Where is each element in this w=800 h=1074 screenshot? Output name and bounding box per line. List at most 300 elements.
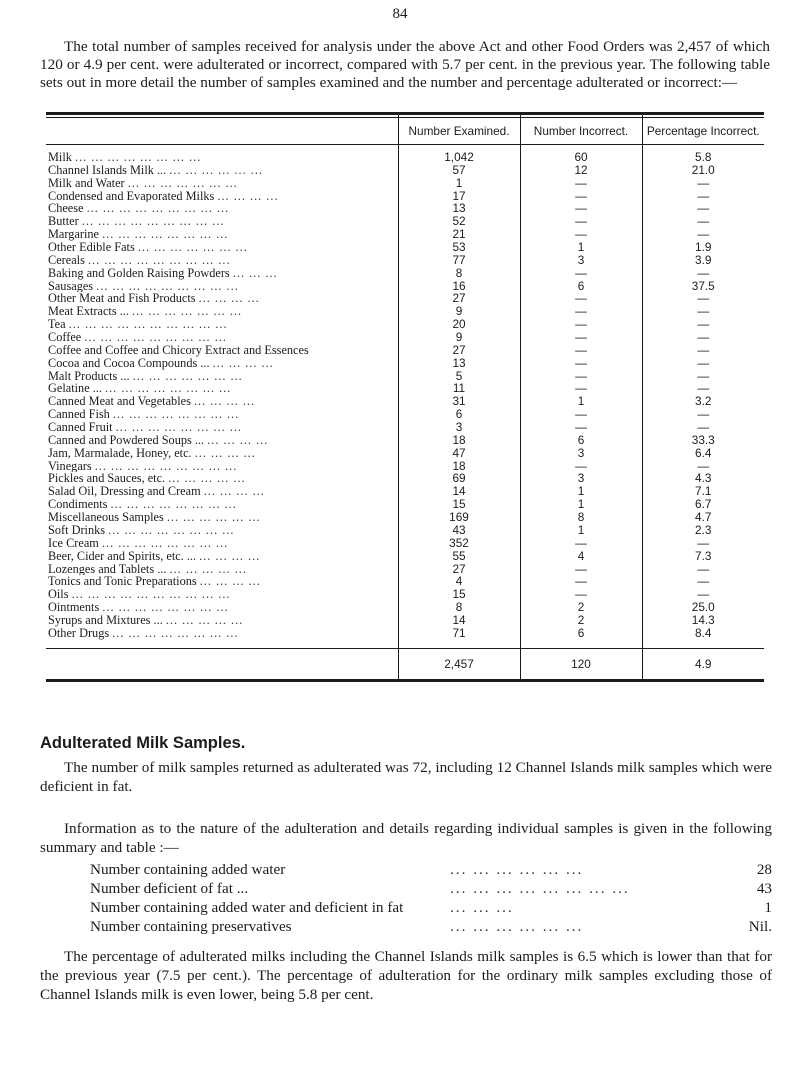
- row-product-name: [46, 190, 398, 203]
- dot-leader: ... ... ... ...: [198, 292, 260, 306]
- cell-percentage: 21.0: [642, 164, 764, 177]
- row-product-name: [46, 614, 398, 627]
- cell-incorrect: —: [520, 215, 642, 228]
- cell-incorrect: 3: [520, 447, 642, 460]
- dot-leader: ... ... ... ... ... ... ...: [127, 176, 238, 190]
- page-number: 84: [392, 6, 408, 22]
- dot-leader: ... ... ... ... ... ... ... ...: [102, 601, 229, 614]
- cell-percentage: 3.9: [642, 254, 764, 267]
- cell-percentage: —: [642, 215, 764, 228]
- table-row: [46, 588, 764, 601]
- dot-leader: ... ... ...: [232, 266, 278, 280]
- table-body: [46, 145, 764, 649]
- product-label: Condiments: [48, 498, 108, 512]
- cell-percentage: 37.5: [642, 280, 764, 293]
- cell-incorrect: —: [520, 537, 642, 550]
- row-product-name: [46, 215, 398, 228]
- cell-percentage: 14.3: [642, 614, 764, 627]
- cell-incorrect: 1: [520, 485, 642, 498]
- cell-percentage: 6.7: [642, 498, 764, 511]
- product-label: Margarine: [48, 228, 99, 242]
- product-label: Lozenges and Tablets ...: [48, 562, 167, 576]
- cell-incorrect: 6: [520, 434, 642, 447]
- totals-label: [46, 648, 398, 680]
- product-label: Baking and Golden Raising Powders: [48, 266, 230, 280]
- cell-percentage: 4.3: [642, 472, 764, 485]
- product-label: Miscellaneous Samples: [48, 511, 164, 524]
- row-product-name: [46, 588, 398, 601]
- summary-item: [90, 860, 772, 879]
- cell-incorrect: —: [520, 408, 642, 421]
- cell-examined: 13: [398, 202, 520, 215]
- row-product-name: [46, 498, 398, 511]
- cell-examined: 53: [398, 241, 520, 254]
- cell-percentage: —: [642, 370, 764, 383]
- cell-percentage: —: [642, 344, 764, 357]
- cell-incorrect: —: [520, 421, 642, 434]
- product-label: Channel Islands Milk ...: [48, 163, 167, 177]
- dot-leader: ... ... ... ... ... ... ... ...: [112, 626, 239, 640]
- cell-examined: 3: [398, 421, 520, 434]
- cell-examined: 8: [398, 601, 520, 614]
- cell-percentage: 3.2: [642, 395, 764, 408]
- totals-row: [46, 648, 764, 680]
- product-label: Cereals: [48, 253, 85, 267]
- cell-incorrect: 1: [520, 524, 642, 537]
- cell-incorrect: —: [520, 382, 642, 395]
- product-label: Vinegars: [48, 459, 92, 473]
- cell-percentage: —: [642, 318, 764, 331]
- cell-incorrect: 3: [520, 472, 642, 485]
- cell-percentage: —: [642, 305, 764, 318]
- product-label: Cocoa and Cocoa Compounds ...: [48, 356, 210, 370]
- summary-item: [90, 879, 772, 898]
- row-product-name: [46, 305, 398, 318]
- row-product-name: [46, 164, 398, 177]
- row-product-name: [46, 318, 398, 331]
- cell-percentage: 7.3: [642, 550, 764, 563]
- dot-leader: ... ... ... ...: [212, 356, 274, 370]
- cell-examined: 14: [398, 485, 520, 498]
- table-row: [46, 305, 764, 318]
- row-product-name: [46, 460, 398, 473]
- cell-percentage: —: [642, 292, 764, 305]
- cell-percentage: —: [642, 357, 764, 370]
- table-row: [46, 357, 764, 370]
- cell-examined: 13: [398, 357, 520, 370]
- dot-leader: ... ... ... ... ... ... ... ...: [115, 421, 242, 434]
- dot-leader: ... ... ... ... ... ... ... ...: [110, 498, 237, 512]
- product-label: Jam, Marmalade, Honey, etc.: [48, 446, 192, 460]
- table-header-row: [46, 118, 764, 145]
- cell-percentage: 1.9: [642, 241, 764, 254]
- samples-table-container: [46, 112, 764, 682]
- table-row: [46, 447, 764, 460]
- table-row: [46, 370, 764, 383]
- dot-leader: ... ... ... ... ...: [169, 562, 247, 576]
- cell-incorrect: 6: [520, 627, 642, 648]
- row-product-name: [46, 331, 398, 344]
- cell-incorrect: —: [520, 563, 642, 576]
- cell-examined: 71: [398, 627, 520, 648]
- row-product-name: [46, 575, 398, 588]
- row-product-name: [46, 280, 398, 293]
- table-row: [46, 408, 764, 421]
- table-row: [46, 177, 764, 190]
- product-label: Pickles and Sauces, etc.: [48, 472, 166, 486]
- cell-incorrect: —: [520, 177, 642, 190]
- table-row: [46, 190, 764, 203]
- table-row: [46, 331, 764, 344]
- cell-incorrect: —: [520, 588, 642, 601]
- cell-examined: 169: [398, 511, 520, 524]
- product-label: Cheese: [48, 202, 84, 216]
- row-product-name: [46, 550, 398, 563]
- product-label: Coffee: [48, 331, 82, 344]
- cell-percentage: —: [642, 177, 764, 190]
- cell-examined: 8: [398, 267, 520, 280]
- table-row: [46, 563, 764, 576]
- table-row: [46, 318, 764, 331]
- cell-percentage: 5.8: [642, 145, 764, 164]
- milk-paragraph-2: Information as to the nature of the adulteration and details regarding individual samples is given in the following summary and table :—: [40, 820, 772, 856]
- product-label: Milk: [48, 150, 72, 164]
- product-label: Tea: [48, 318, 66, 332]
- cell-percentage: —: [642, 421, 764, 434]
- dot-leader: ... ... ... ...: [217, 189, 279, 203]
- cell-examined: 17: [398, 190, 520, 203]
- row-product-name: [46, 511, 398, 524]
- row-product-name: [46, 395, 398, 408]
- cell-incorrect: 2: [520, 601, 642, 614]
- dot-leader: ... ... ... ...: [199, 575, 261, 589]
- dot-leader: ... ... ... ... ... ...: [169, 163, 263, 177]
- dot-leader: ... ... ... ... ... ... ... ... ...: [84, 331, 227, 344]
- row-product-name: [46, 267, 398, 280]
- row-product-name: [46, 485, 398, 498]
- cell-percentage: 4.7: [642, 511, 764, 524]
- cell-percentage: 8.4: [642, 627, 764, 648]
- dot-leader: ... ... ... ...: [203, 485, 265, 499]
- summary-leader: ... ... ...: [450, 899, 514, 916]
- cell-percentage: —: [642, 563, 764, 576]
- dot-leader: ... ... ... ... ... ... ... ... ...: [81, 215, 225, 229]
- product-label: Ice Cream: [48, 536, 99, 550]
- cell-percentage: 2.3: [642, 524, 764, 537]
- dot-leader: ... ... ... ... ... ... ... ...: [105, 382, 232, 396]
- table-row: [46, 241, 764, 254]
- table-row: [46, 228, 764, 241]
- table-row: [46, 382, 764, 395]
- cell-examined: 47: [398, 447, 520, 460]
- table-row: [46, 164, 764, 177]
- cell-percentage: —: [642, 408, 764, 421]
- table-row: [46, 524, 764, 537]
- table-row: [46, 537, 764, 550]
- summary-leader: ... ... ... ... ... ...: [450, 861, 584, 878]
- product-label: Other Edible Fats: [48, 241, 135, 254]
- cell-examined: 55: [398, 550, 520, 563]
- row-product-name: [46, 177, 398, 190]
- cell-examined: 27: [398, 292, 520, 305]
- summary-value: 1: [764, 899, 772, 916]
- row-product-name: [46, 537, 398, 550]
- table-row: [46, 601, 764, 614]
- summary-label: Number deficient of fat ...: [90, 880, 249, 897]
- cell-incorrect: —: [520, 370, 642, 383]
- dot-leader: ... ... ... ... ... ... ... ... ...: [94, 459, 238, 473]
- section-heading: Adulterated Milk Samples.: [40, 734, 246, 752]
- cell-percentage: —: [642, 331, 764, 344]
- table-row: [46, 472, 764, 485]
- row-product-name: [46, 241, 398, 254]
- cell-incorrect: —: [520, 318, 642, 331]
- cell-examined: 43: [398, 524, 520, 537]
- cell-incorrect: —: [520, 357, 642, 370]
- cell-examined: 16: [398, 280, 520, 293]
- cell-incorrect: —: [520, 460, 642, 473]
- adulteration-summary: [90, 860, 772, 936]
- cell-incorrect: —: [520, 190, 642, 203]
- cell-examined: 27: [398, 344, 520, 357]
- cell-percentage: —: [642, 267, 764, 280]
- cell-percentage: —: [642, 202, 764, 215]
- cell-examined: 14: [398, 614, 520, 627]
- product-label: Salad Oil, Dressing and Cream: [48, 485, 201, 499]
- cell-incorrect: —: [520, 202, 642, 215]
- row-product-name: [46, 357, 398, 370]
- table-row: [46, 485, 764, 498]
- cell-incorrect: 3: [520, 254, 642, 267]
- milk-paragraph-1: The number of milk samples returned as adulterated was 72, including 12 Channel Islands milk samples which were deficient in fat.: [40, 759, 772, 795]
- dot-leader: ... ... ... ... ... ... ... ... ... ...: [68, 318, 228, 332]
- dot-leader: ... ... ... ... ...: [165, 613, 244, 627]
- cell-percentage: —: [642, 575, 764, 588]
- cell-incorrect: —: [520, 292, 642, 305]
- summary-leader: ... ... ... ... ... ...: [450, 918, 584, 935]
- table-row: [46, 254, 764, 267]
- dot-leader: ... ... ... ... ... ...: [166, 511, 261, 524]
- product-label: Other Drugs: [48, 626, 110, 640]
- summary-label: Number containing preservatives: [90, 918, 292, 935]
- row-product-name: [46, 145, 398, 164]
- row-product-name: [46, 344, 398, 357]
- row-product-name: [46, 627, 398, 648]
- dot-leader: ... ... ... ... ... ... ... ...: [112, 408, 240, 422]
- cell-examined: 15: [398, 588, 520, 601]
- cell-examined: 27: [398, 563, 520, 576]
- dot-leader: ... ... ... ... ... ... ... ...: [101, 536, 229, 550]
- table-row: [46, 267, 764, 280]
- cell-incorrect: 2: [520, 614, 642, 627]
- row-product-name: [46, 434, 398, 447]
- dot-leader: ... ... ... ... ... ... ... ... ...: [86, 202, 230, 216]
- total-incorrect: 120: [520, 648, 642, 680]
- table-row: [46, 434, 764, 447]
- dot-leader: ... ... ... ... ... ... ...: [137, 241, 248, 254]
- product-label: Canned and Powdered Soups ...: [48, 433, 205, 447]
- dot-leader: ... ... ... ...: [207, 433, 269, 447]
- row-product-name: [46, 601, 398, 614]
- milk-paragraph-3: The percentage of adulterated milks including the Channel Islands milk samples is 6.5 which is lower than that for the previous year (7.5 per cent.). The percentage of adulteration for the ordinary milk samples excluding those of Channel Islands milk is even lower, being 5.8 per cent.: [40, 948, 772, 1003]
- cell-percentage: —: [642, 190, 764, 203]
- cell-examined: 9: [398, 305, 520, 318]
- product-label: Canned Meat and Vegetables: [48, 395, 191, 409]
- row-product-name: [46, 382, 398, 395]
- table-row: [46, 511, 764, 524]
- cell-incorrect: 60: [520, 145, 642, 164]
- cell-incorrect: —: [520, 575, 642, 588]
- cell-examined: 1,042: [398, 145, 520, 164]
- row-product-name: [46, 408, 398, 421]
- product-label: Soft Drinks: [48, 523, 106, 537]
- cell-examined: 4: [398, 575, 520, 588]
- cell-examined: 352: [398, 537, 520, 550]
- dot-leader: ... ... ... ... ... ... ... ...: [108, 523, 235, 537]
- summary-value: 28: [756, 861, 772, 878]
- cell-percentage: —: [642, 588, 764, 601]
- cell-incorrect: —: [520, 331, 642, 344]
- summary-item: [90, 898, 772, 917]
- samples-table: [46, 112, 764, 682]
- cell-examined: 52: [398, 215, 520, 228]
- cell-examined: 20: [398, 318, 520, 331]
- cell-examined: 57: [398, 164, 520, 177]
- cell-percentage: —: [642, 460, 764, 473]
- cell-examined: 11: [398, 382, 520, 395]
- cell-examined: 15: [398, 498, 520, 511]
- table-row: [46, 145, 764, 164]
- table-row: [46, 614, 764, 627]
- cell-examined: 18: [398, 460, 520, 473]
- table-row: [46, 395, 764, 408]
- cell-incorrect: 6: [520, 280, 642, 293]
- cell-incorrect: 1: [520, 241, 642, 254]
- dot-leader: ... ... ... ... ... ... ... ...: [75, 150, 202, 164]
- row-product-name: [46, 563, 398, 576]
- summary-item: [90, 917, 772, 936]
- product-label: Butter: [48, 215, 79, 229]
- dot-leader: ... ... ... ...: [194, 446, 256, 460]
- summary-leader: ... ... ... ... ... ... ... ...: [450, 880, 630, 897]
- table-row: [46, 421, 764, 434]
- dot-leader: ... ... ... ... ... ... ...: [132, 369, 243, 383]
- cell-percentage: —: [642, 228, 764, 241]
- summary-label: Number containing added water and deficient in fat: [90, 899, 404, 916]
- cell-incorrect: —: [520, 267, 642, 280]
- header-percentage: Percentage Incorrect.: [642, 118, 764, 145]
- cell-percentage: 6.4: [642, 447, 764, 460]
- header-incorrect: Number Incorrect.: [520, 118, 642, 145]
- table-row: [46, 550, 764, 563]
- product-label: Meat Extracts ...: [48, 305, 129, 319]
- cell-percentage: 33.3: [642, 434, 764, 447]
- cell-percentage: 25.0: [642, 601, 764, 614]
- cell-examined: 18: [398, 434, 520, 447]
- product-label: Milk and Water: [48, 176, 125, 190]
- cell-examined: 31: [398, 395, 520, 408]
- table-row: [46, 202, 764, 215]
- product-label: Sausages: [48, 279, 94, 293]
- row-product-name: [46, 228, 398, 241]
- table-row: [46, 627, 764, 648]
- table-row: [46, 215, 764, 228]
- cell-examined: 1: [398, 177, 520, 190]
- product-label: Syrups and Mixtures ...: [48, 613, 163, 627]
- table-row: [46, 498, 764, 511]
- table-row: [46, 292, 764, 305]
- cell-examined: 77: [398, 254, 520, 267]
- dot-leader: ... ... ... ... ... ... ... ... ...: [87, 253, 231, 267]
- table-row: [46, 460, 764, 473]
- cell-percentage: 7.1: [642, 485, 764, 498]
- summary-value: 43: [756, 880, 772, 897]
- cell-examined: 6: [398, 408, 520, 421]
- table-row: [46, 575, 764, 588]
- intro-paragraph: The total number of samples received for analysis under the above Act and other Food Orders was 2,457 of which 120 or 4.9 per cent. were adulterated or incorrect, compared with 5.7 per cent. in the previous year. The following table sets out in more detail the number of samples examined and the number and percentage adulterated or incorrect:—: [40, 38, 770, 91]
- dot-leader: ... ... ... ... ... ... ... ... ... ...: [71, 588, 231, 602]
- row-product-name: [46, 370, 398, 383]
- header-examined: Number Examined.: [398, 118, 520, 145]
- product-label: Canned Fish: [48, 408, 110, 422]
- total-percentage: 4.9: [642, 648, 764, 680]
- dot-leader: ... ... ... ... ... ... ... ...: [102, 228, 229, 242]
- header-blank: [46, 118, 398, 145]
- cell-incorrect: 1: [520, 395, 642, 408]
- product-label: Tonics and Tonic Preparations: [48, 575, 197, 589]
- product-label: Oils: [48, 588, 69, 602]
- cell-examined: 9: [398, 331, 520, 344]
- cell-percentage: —: [642, 537, 764, 550]
- summary-label: Number containing added water: [90, 861, 286, 878]
- table-row: [46, 280, 764, 293]
- product-label: Gelatine ...: [48, 382, 102, 396]
- cell-examined: 5: [398, 370, 520, 383]
- dot-leader: ... ... ... ... ... ... ... ... ...: [96, 279, 239, 293]
- cell-incorrect: 8: [520, 511, 642, 524]
- row-product-name: [46, 292, 398, 305]
- table-row: [46, 344, 764, 357]
- cell-incorrect: —: [520, 228, 642, 241]
- cell-incorrect: —: [520, 305, 642, 318]
- cell-incorrect: 12: [520, 164, 642, 177]
- cell-percentage: —: [642, 382, 764, 395]
- total-examined: 2,457: [398, 648, 520, 680]
- cell-examined: 21: [398, 228, 520, 241]
- dot-leader: ... ... ... ... ...: [168, 472, 246, 486]
- product-label: Coffee and Coffee and Chicory Extract and Essences: [48, 343, 309, 357]
- cell-examined: 69: [398, 472, 520, 485]
- product-label: Beer, Cider and Spirits, etc. ...: [48, 549, 197, 563]
- product-label: Malt Products ...: [48, 369, 130, 383]
- row-product-name: [46, 447, 398, 460]
- cell-incorrect: —: [520, 344, 642, 357]
- row-product-name: [46, 421, 398, 434]
- product-label: Canned Fruit: [48, 421, 113, 434]
- row-product-name: [46, 472, 398, 485]
- cell-incorrect: 4: [520, 550, 642, 563]
- product-label: Ointments: [48, 601, 100, 614]
- product-label: Other Meat and Fish Products: [48, 292, 196, 306]
- row-product-name: [46, 524, 398, 537]
- dot-leader: ... ... ... ...: [199, 549, 261, 563]
- row-product-name: [46, 202, 398, 215]
- product-label: Condensed and Evaporated Milks: [48, 189, 215, 203]
- dot-leader: ... ... ... ... ... ... ...: [132, 305, 243, 319]
- summary-value: Nil.: [748, 918, 772, 935]
- dot-leader: ... ... ... ...: [193, 395, 256, 409]
- row-product-name: [46, 254, 398, 267]
